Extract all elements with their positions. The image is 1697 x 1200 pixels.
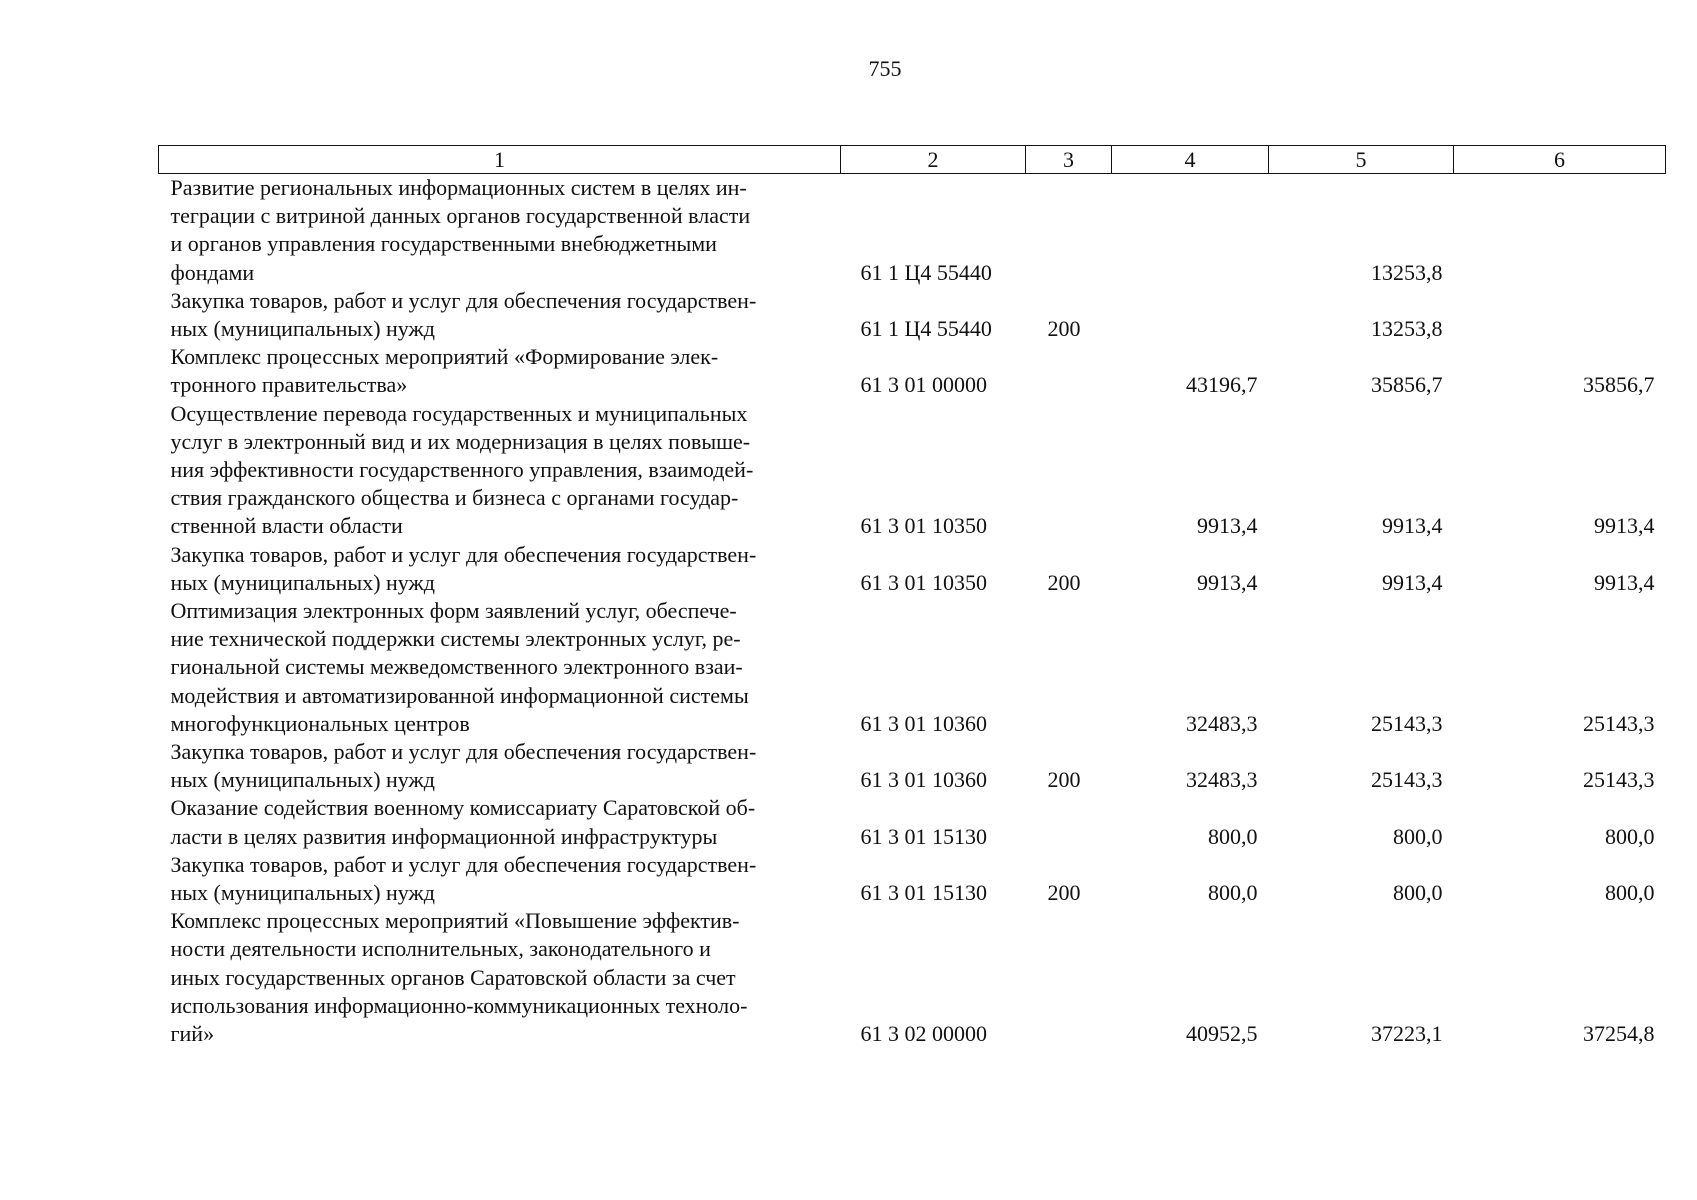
expense-type-code (1026, 597, 1112, 738)
amount-col-6: 9913,4 (1594, 569, 1655, 595)
row-name-line: ласти в целях развития информационной инфраструктуры (170, 823, 718, 849)
row-name (159, 343, 841, 399)
row-name-line: Осуществление перевода государственных и муниципальных (170, 400, 748, 426)
column-header-5: 5 (1269, 146, 1454, 174)
amount-col-5: 9913,4 (1382, 569, 1443, 595)
row-name (159, 287, 841, 343)
target-article-code: 61 3 01 10360 (860, 710, 987, 736)
table-row (159, 851, 1666, 907)
amount-col-5: 800,0 (1393, 880, 1443, 906)
amount-col-5: 13253,8 (1371, 259, 1443, 285)
amount-col-4: 43196,7 (1186, 372, 1258, 398)
row-name (159, 174, 841, 287)
expense-type-code: 200 (1047, 880, 1081, 906)
amount-col-4: 800,0 (1208, 823, 1258, 849)
column-header-4: 4 (1112, 146, 1269, 174)
row-name-line: модействия и автоматизированной информационной системы (170, 682, 749, 708)
expense-type-code: 200 (1047, 569, 1081, 595)
amount-col-6 (1454, 287, 1666, 343)
amount-col-4: 9913,4 (1197, 513, 1258, 539)
table-row (159, 541, 1666, 597)
budget-table (158, 145, 1666, 1048)
row-name (159, 851, 841, 907)
target-article-code: 61 3 01 00000 (860, 372, 987, 398)
expense-type-code: 200 (1047, 316, 1081, 342)
row-name-line: ния эффективности государственного управления, взаимодей- (170, 457, 754, 483)
amount-col-6: 37254,8 (1583, 1021, 1655, 1047)
row-name (159, 794, 841, 850)
row-name (159, 738, 841, 794)
target-article-code: 61 3 01 10350 (860, 569, 987, 595)
row-name-line: гий» (170, 1021, 215, 1047)
row-name-line: Закупка товаров, работ и услуг для обеспечения государствен- (170, 739, 757, 765)
target-article-code: 61 3 01 10350 (860, 513, 987, 539)
row-name-line: и органов управления государственными внебюджетными (170, 231, 717, 257)
row-name-line: Закупка товаров, работ и услуг для обеспечения государствен- (170, 287, 757, 313)
amount-col-4: 32483,3 (1186, 710, 1258, 736)
column-header-2: 2 (841, 146, 1026, 174)
column-header-3: 3 (1026, 146, 1112, 174)
row-name (159, 907, 841, 1048)
amount-col-5: 800,0 (1393, 823, 1443, 849)
row-name (159, 400, 841, 541)
table-row (159, 174, 1666, 287)
table-header-row (159, 146, 1666, 174)
amount-col-4 (1112, 174, 1269, 287)
amount-col-4: 9913,4 (1197, 569, 1258, 595)
row-name-line: Оказание содействия военному комиссариату Саратовской об- (170, 795, 756, 821)
row-name-line: услуг в электронный вид и их модернизация в целях повыше- (170, 428, 751, 454)
target-article-code: 61 1 Ц4 55440 (860, 259, 992, 285)
amount-col-4: 800,0 (1208, 880, 1258, 906)
row-name-line: ственной власти области (170, 513, 403, 539)
expense-type-code (1026, 794, 1112, 850)
table-row (159, 343, 1666, 399)
table-row (159, 738, 1666, 794)
amount-col-6: 800,0 (1605, 823, 1655, 849)
amount-col-6: 25143,3 (1583, 710, 1655, 736)
row-name-line: теграции с витриной данных органов государственной власти (170, 203, 751, 229)
row-name-line: ных (муниципальных) нужд (170, 316, 435, 342)
row-name-line: тронного правительства» (170, 372, 408, 398)
amount-col-6 (1454, 174, 1666, 287)
amount-col-5: 13253,8 (1371, 316, 1443, 342)
target-article-code: 61 3 01 10360 (860, 767, 987, 793)
amount-col-4 (1112, 287, 1269, 343)
amount-col-6: 25143,3 (1583, 767, 1655, 793)
target-article-code: 61 1 Ц4 55440 (860, 316, 992, 342)
amount-col-5: 25143,3 (1371, 710, 1443, 736)
expense-type-code (1026, 343, 1112, 399)
row-name-line: Комплекс процессных мероприятий «Формирование элек- (170, 344, 719, 370)
expense-type-code (1026, 400, 1112, 541)
amount-col-4: 40952,5 (1186, 1021, 1258, 1047)
table-row (159, 400, 1666, 541)
row-name-line: ствия гражданского общества и бизнеса с органами государ- (170, 485, 739, 511)
row-name-line: иных государственных органов Саратовской области за счет (170, 964, 736, 990)
row-name-line: использования информационно-коммуникационных техноло- (170, 992, 748, 1018)
page-number: 755 (868, 56, 902, 81)
column-header-6: 6 (1454, 146, 1666, 174)
row-name-line: ных (муниципальных) нужд (170, 880, 435, 906)
amount-col-5: 25143,3 (1371, 767, 1443, 793)
table-body (159, 174, 1666, 1049)
row-name-line: ности деятельности исполнительных, законодательного и (170, 936, 711, 962)
expense-type-code (1026, 174, 1112, 287)
row-name-line: ных (муниципальных) нужд (170, 767, 435, 793)
amount-col-6: 35856,7 (1583, 372, 1655, 398)
row-name-line: ных (муниципальных) нужд (170, 569, 435, 595)
row-name-line: многофункциональных центров (170, 710, 470, 736)
row-name-line: ние технической поддержки системы электронных услуг, ре- (170, 626, 741, 652)
row-name-line: Развитие региональных информационных систем в целях ин- (170, 175, 747, 200)
table-row (159, 597, 1666, 738)
amount-col-5: 9913,4 (1382, 513, 1443, 539)
expense-type-code: 200 (1047, 767, 1081, 793)
row-name-line: гиональной системы межведомственного электронного взаи- (170, 654, 743, 680)
amount-col-6: 800,0 (1605, 880, 1655, 906)
target-article-code: 61 3 01 15130 (860, 880, 987, 906)
expense-type-code (1026, 907, 1112, 1048)
column-header-1: 1 (159, 146, 841, 174)
amount-col-6: 9913,4 (1594, 513, 1655, 539)
target-article-code: 61 3 02 00000 (860, 1021, 987, 1047)
row-name-line: Оптимизация электронных форм заявлений услуг, обеспече- (170, 598, 737, 624)
row-name-line: Закупка товаров, работ и услуг для обеспечения государствен- (170, 541, 757, 567)
target-article-code: 61 3 01 15130 (860, 823, 987, 849)
row-name-line: Закупка товаров, работ и услуг для обеспечения государствен- (170, 851, 757, 877)
amount-col-5: 37223,1 (1371, 1021, 1443, 1047)
row-name (159, 597, 841, 738)
table-row (159, 907, 1666, 1048)
table-row (159, 794, 1666, 850)
row-name-line: фондами (170, 259, 255, 285)
amount-col-4: 32483,3 (1186, 767, 1258, 793)
amount-col-5: 35856,7 (1371, 372, 1443, 398)
row-name-line: Комплекс процессных мероприятий «Повышение эффектив- (170, 908, 740, 934)
table-row (159, 287, 1666, 343)
row-name (159, 541, 841, 597)
